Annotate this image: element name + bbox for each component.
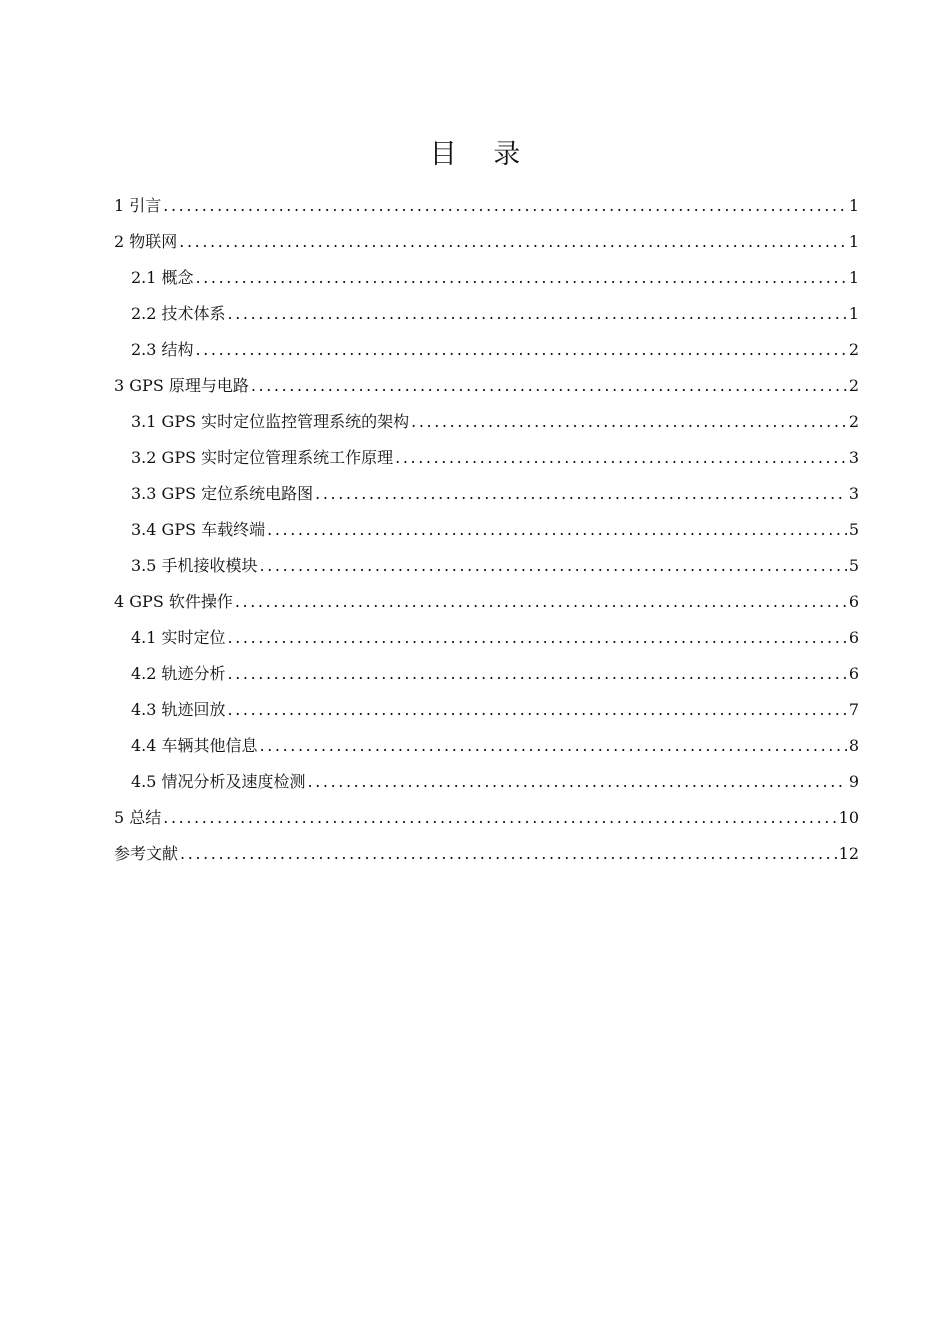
toc-entry-label: 4.5 情况分析及速度检测 (131, 772, 306, 791)
dot-leader (395, 440, 847, 476)
dot-leader (180, 836, 837, 872)
toc-entry-label: 3.1 GPS 实时定位监控管理系统的架构 (131, 412, 410, 431)
toc-entry-label: 4.1 实时定位 (131, 628, 226, 647)
toc-entry-page-number: 6 (848, 664, 859, 683)
toc-entry-page-number: 7 (848, 700, 859, 719)
toc-entry[interactable] (114, 620, 859, 656)
toc-entry-page-number: 2 (848, 412, 859, 431)
table-of-contents (114, 188, 859, 872)
toc-entry-page-number: 6 (848, 592, 859, 611)
toc-entry[interactable] (114, 368, 859, 404)
toc-entry-label: 5 总结 (114, 808, 162, 827)
toc-entry-label: 4.2 轨迹分析 (131, 664, 226, 683)
toc-entry-page-number: 6 (848, 628, 859, 647)
dot-leader (163, 188, 847, 224)
toc-entry-page-number: 1 (848, 304, 859, 323)
dot-leader (260, 548, 847, 584)
dot-leader (411, 404, 847, 440)
toc-entry-label: 2.3 结构 (131, 340, 194, 359)
dot-leader (235, 584, 847, 620)
toc-entry-label: 2 物联网 (114, 232, 178, 251)
toc-entry[interactable] (114, 764, 859, 800)
toc-entry-page-number: 3 (848, 484, 859, 503)
toc-entry-page-number: 12 (838, 844, 859, 863)
toc-entry[interactable] (114, 332, 859, 368)
toc-entry-label: 1 引言 (114, 196, 162, 215)
toc-entry-page-number: 2 (848, 376, 859, 395)
toc-entry[interactable] (114, 260, 859, 296)
dot-leader (267, 512, 847, 548)
toc-entry-page-number: 10 (838, 808, 859, 827)
toc-entry[interactable] (114, 692, 859, 728)
dot-leader (196, 332, 847, 368)
dot-leader (251, 368, 847, 404)
toc-title: 目 录 (429, 139, 535, 170)
toc-entry[interactable] (114, 188, 859, 224)
toc-entry[interactable] (114, 800, 859, 836)
toc-entry[interactable] (114, 728, 859, 764)
toc-entry-label: 3 GPS 原理与电路 (114, 376, 249, 395)
toc-entry-page-number: 3 (848, 448, 859, 467)
toc-entry[interactable] (114, 404, 859, 440)
toc-entry-label: 3.3 GPS 定位系统电路图 (131, 484, 314, 503)
toc-entry[interactable] (114, 296, 859, 332)
toc-entry[interactable] (114, 548, 859, 584)
toc-entry-label: 3.2 GPS 实时定位管理系统工作原理 (131, 448, 394, 467)
toc-entry-label: 2.2 技术体系 (131, 304, 226, 323)
toc-entry-label: 3.5 手机接收模块 (131, 556, 258, 575)
toc-entry-label: 3.4 GPS 车载终端 (131, 520, 266, 539)
toc-entry[interactable] (114, 656, 859, 692)
toc-entry-label: 4.4 车辆其他信息 (131, 736, 258, 755)
toc-entry-page-number: 8 (848, 736, 859, 755)
toc-entry[interactable] (114, 836, 859, 872)
toc-entry-page-number: 1 (848, 232, 859, 251)
toc-entry-page-number: 5 (848, 520, 859, 539)
toc-entry-page-number: 2 (848, 340, 859, 359)
toc-entry[interactable] (114, 476, 859, 512)
toc-entry-label: 4 GPS 软件操作 (114, 592, 233, 611)
dot-leader (228, 656, 847, 692)
toc-entry-page-number: 9 (848, 772, 859, 791)
dot-leader (260, 728, 847, 764)
dot-leader (315, 476, 847, 512)
dot-leader (228, 692, 847, 728)
dot-leader (196, 260, 847, 296)
toc-entry[interactable] (114, 224, 859, 260)
toc-entry[interactable] (114, 440, 859, 476)
toc-entry[interactable] (114, 584, 859, 620)
dot-leader (228, 620, 847, 656)
toc-entry-page-number: 1 (848, 268, 859, 287)
toc-entry-label: 参考文献 (114, 844, 179, 863)
toc-entry-page-number: 5 (848, 556, 859, 575)
dot-leader (308, 764, 847, 800)
toc-entry[interactable] (114, 512, 859, 548)
toc-entry-label: 2.1 概念 (131, 268, 194, 287)
dot-leader (228, 296, 847, 332)
dot-leader (179, 224, 847, 260)
toc-entry-label: 4.3 轨迹回放 (131, 700, 226, 719)
toc-entry-page-number: 1 (848, 196, 859, 215)
dot-leader (163, 800, 836, 836)
